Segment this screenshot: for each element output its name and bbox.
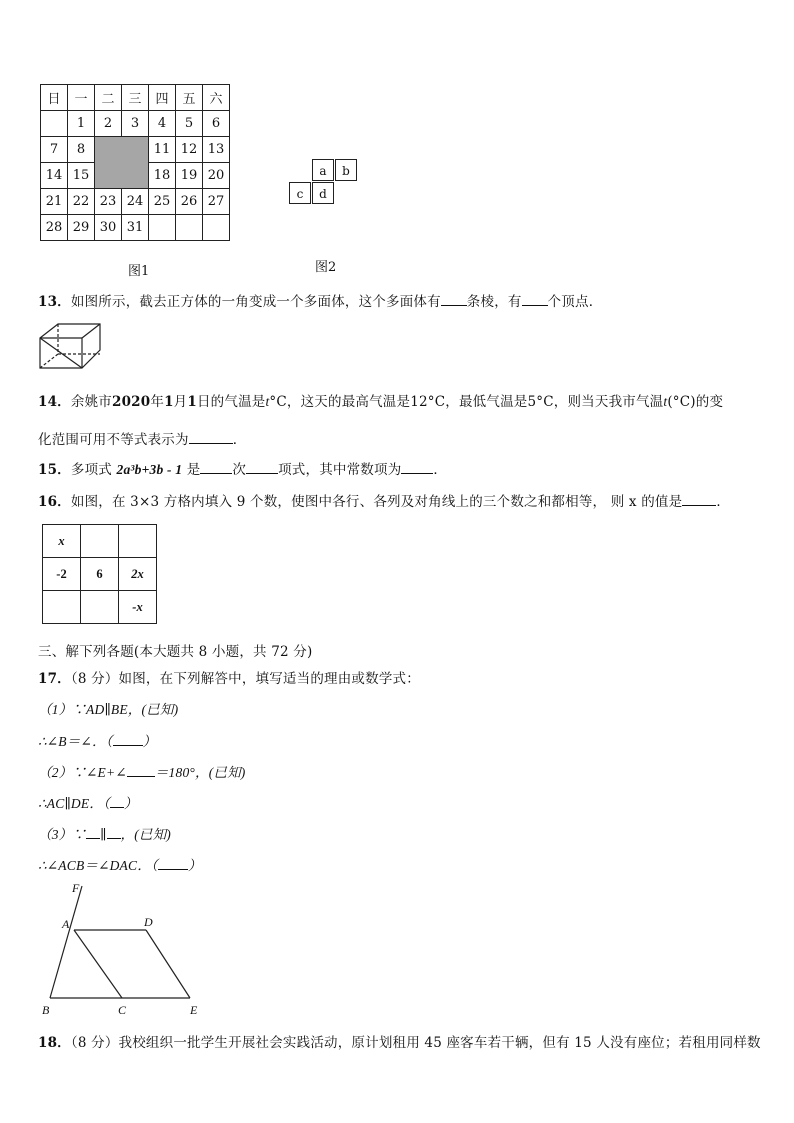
calendar-cell: 19 bbox=[176, 163, 203, 189]
calendar-cell: 26 bbox=[176, 189, 203, 215]
parallel-lines-figure bbox=[36, 878, 216, 1018]
q17-line2: ∴∠B＝∠．（ ） bbox=[38, 734, 157, 749]
calendar-cell: 28 bbox=[41, 215, 68, 241]
magic-cell bbox=[81, 525, 119, 558]
calendar-cell: 21 bbox=[41, 189, 68, 215]
magic-row bbox=[43, 558, 157, 591]
calendar-table bbox=[40, 84, 230, 241]
calendar-header-cell: 六 bbox=[203, 85, 230, 111]
q17-line6: ∴∠ACB＝∠DAC．（ ） bbox=[38, 858, 202, 873]
calendar-shaded-block bbox=[95, 137, 149, 189]
calendar-row bbox=[41, 111, 230, 137]
q17-line5: （3）∵ ∥ ，(已知) bbox=[38, 827, 171, 842]
question-15: 15．多项式 2a³b+3b - 1 是 次 项式，其中常数项为 ． bbox=[38, 462, 448, 478]
calendar-cell: 3 bbox=[122, 111, 149, 137]
label-A: A bbox=[62, 917, 70, 931]
calendar-cell: 27 bbox=[203, 189, 230, 215]
label-B: B bbox=[42, 1003, 50, 1017]
question-13: 13．如图所示，截去正方体的一角变成一个多面体，这个多面体有 条棱，有 个顶点． bbox=[38, 294, 603, 310]
calendar-header-cell: 二 bbox=[95, 85, 122, 111]
calendar-cell: 7 bbox=[41, 137, 68, 163]
calendar-cell: 29 bbox=[68, 215, 95, 241]
calendar-row bbox=[41, 189, 230, 215]
calendar-cell: 30 bbox=[95, 215, 122, 241]
calendar-cell bbox=[41, 111, 68, 137]
calendar-cell: 20 bbox=[203, 163, 230, 189]
calendar-cell: 4 bbox=[149, 111, 176, 137]
calendar-cell: 5 bbox=[176, 111, 203, 137]
calendar-cell: 1 bbox=[68, 111, 95, 137]
calendar-cell: 2 bbox=[95, 111, 122, 137]
magic-row bbox=[43, 525, 157, 558]
calendar-cell: 31 bbox=[122, 215, 149, 241]
calendar-header-cell: 日 bbox=[41, 85, 68, 111]
magic-square bbox=[42, 524, 157, 624]
magic-cell: -x bbox=[119, 591, 157, 624]
figure2-caption: 图2 bbox=[315, 260, 337, 275]
calendar-row bbox=[41, 137, 230, 163]
calendar-cell: 25 bbox=[149, 189, 176, 215]
calendar-cell: 15 bbox=[68, 163, 95, 189]
magic-cell: 2x bbox=[119, 558, 157, 591]
net-cell-d: d bbox=[312, 182, 334, 204]
label-C: C bbox=[118, 1003, 127, 1017]
truncated-cube-figure bbox=[38, 320, 104, 372]
calendar-cell bbox=[203, 215, 230, 241]
magic-cell bbox=[119, 525, 157, 558]
magic-cell: 6 bbox=[81, 558, 119, 591]
calendar-cell: 12 bbox=[176, 137, 203, 163]
calendar-header-cell: 一 bbox=[68, 85, 95, 111]
calendar-cell: 23 bbox=[95, 189, 122, 215]
calendar-cell bbox=[176, 215, 203, 241]
label-F: F bbox=[72, 881, 80, 895]
calendar-cell: 8 bbox=[68, 137, 95, 163]
label-E: E bbox=[190, 1003, 198, 1017]
calendar-cell: 13 bbox=[203, 137, 230, 163]
q17-line3: （2）∵∠E+∠ ＝180°，(已知) bbox=[38, 765, 246, 780]
magic-cell bbox=[43, 591, 81, 624]
calendar-row bbox=[41, 215, 230, 241]
net-cell-c: c bbox=[289, 182, 311, 204]
calendar-cell: 6 bbox=[203, 111, 230, 137]
q17-line4: ∴AC∥DE．（ ） bbox=[38, 796, 138, 811]
magic-cell: -2 bbox=[43, 558, 81, 591]
section-3-heading: 三、解下列各题(本大题共 8 小题，共 72 分) bbox=[38, 644, 313, 660]
question-17: 17．（8 分）如图，在下列解答中，填写适当的理由或数学式： bbox=[38, 671, 420, 687]
label-D: D bbox=[144, 915, 153, 929]
calendar-cell bbox=[149, 215, 176, 241]
magic-row bbox=[43, 591, 157, 624]
q17-line1: （1）∵AD∥BE，(已知) bbox=[38, 702, 179, 717]
calendar-cell: 24 bbox=[122, 189, 149, 215]
magic-cell: x bbox=[43, 525, 81, 558]
net-cell-b: b bbox=[335, 159, 357, 181]
calendar-header-row bbox=[41, 85, 230, 111]
question-14: 14．余姚市2020年1月1日的气温是t°C，这天的最高气温是12°C，最低气温是5°C，则当天我市气温t(°C)的变 bbox=[38, 394, 724, 410]
calendar-cell: 18 bbox=[149, 163, 176, 189]
calendar-cell: 11 bbox=[149, 137, 176, 163]
calendar-header-cell: 五 bbox=[176, 85, 203, 111]
question-14-line2: 化范围可用不等式表示为 ． bbox=[38, 432, 247, 448]
net-cell-a: a bbox=[312, 159, 334, 181]
figure1-caption: 图1 bbox=[128, 264, 150, 279]
magic-cell bbox=[81, 591, 119, 624]
calendar-header-cell: 三 bbox=[122, 85, 149, 111]
calendar-cell: 14 bbox=[41, 163, 68, 189]
question-18: 18．（8 分）我校组织一批学生开展社会实践活动，原计划租用 45 座客车若干辆，但有 15 人没有座位；若租用同样数 bbox=[38, 1035, 761, 1051]
calendar-cell: 22 bbox=[68, 189, 95, 215]
question-16: 16．如图，在 3×3 方格内填入 9 个数，使图中各行、各列及对角线上的三个数之和都相等， 则 x 的值是 ． bbox=[38, 494, 731, 510]
calendar-header-cell: 四 bbox=[149, 85, 176, 111]
